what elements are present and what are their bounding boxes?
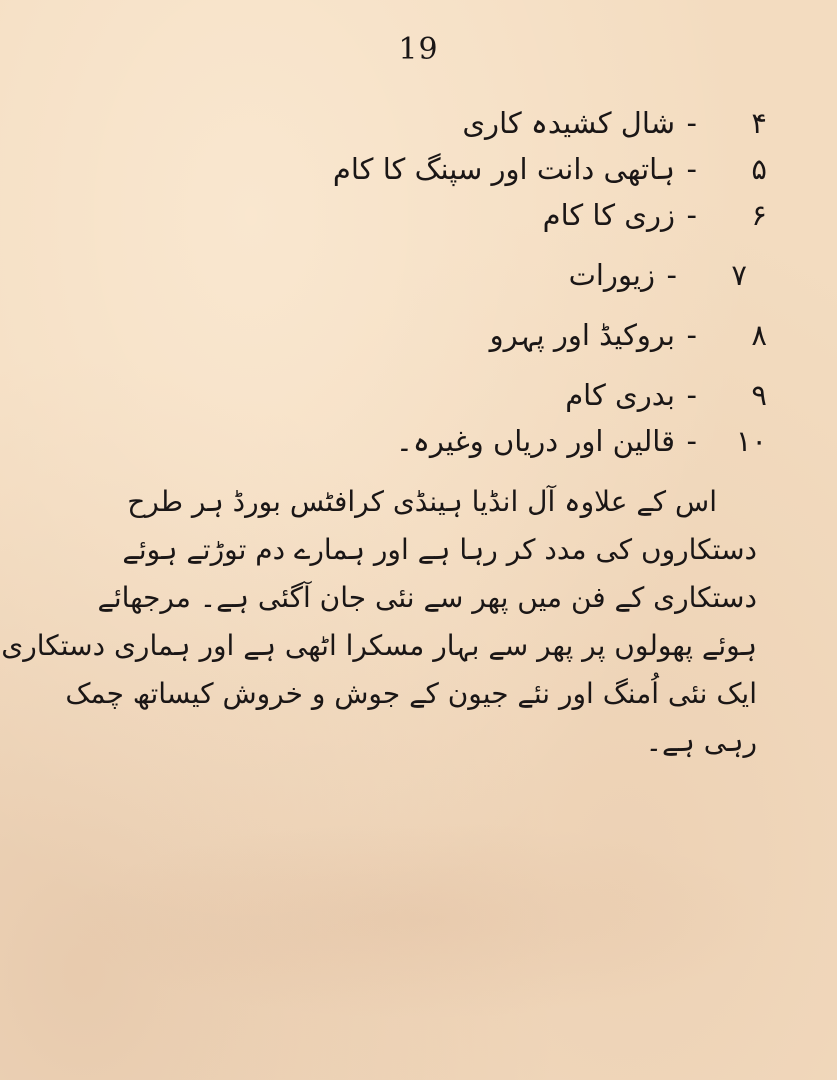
- list-item-number: ۵: [751, 152, 767, 186]
- list-item-number: ۷: [731, 258, 747, 292]
- list-item-number: ۶: [751, 198, 767, 232]
- list-item-dash: -: [666, 258, 677, 292]
- paragraph-line: دستکاری کے فن میں پھر سے نئی جان آگئی ہے۔ مرجھائے: [97, 581, 757, 614]
- list-item: [207, 146, 767, 192]
- list-item: [207, 192, 767, 238]
- list-item: [207, 252, 767, 298]
- list-item-dash: -: [686, 424, 697, 458]
- list-item-dash: -: [686, 378, 697, 412]
- list-item-number: ۸: [751, 318, 767, 352]
- list-item-dash: -: [686, 152, 697, 186]
- list-item-dash: -: [686, 318, 697, 352]
- list-item-number: ۴: [751, 106, 767, 140]
- list-item: [207, 100, 767, 146]
- paragraph-line: ہوئے پھولوں پر پھر سے بہار مسکرا اٹھی ہے اور ہماری دستکاری: [1, 629, 757, 662]
- list-item: [207, 418, 767, 464]
- list-item: [207, 372, 767, 418]
- crafts-list: [207, 100, 767, 464]
- list-item-text: زری کا کام: [542, 198, 675, 232]
- list-item-text: بروکیڈ اور پہرو: [489, 318, 675, 352]
- paragraph-line: ایک نئی اُمنگ اور نئے جیون کے جوش و خروش کیساتھ چمک: [65, 677, 757, 710]
- list-item-number: ۹: [751, 378, 767, 412]
- paragraph-line: رہی ہے۔: [645, 725, 757, 758]
- paragraph-line: دستکاروں کی مدد کر رہا ہے اور ہمارے دم توڑتے ہوئے: [122, 533, 757, 566]
- list-item-number: ۱۰: [735, 424, 767, 458]
- paragraph-line: اس کے علاوہ آل انڈیا ہینڈی کرافٹس بورڈ ہر طرح: [127, 485, 717, 518]
- page-number: 19: [398, 32, 439, 67]
- list-item-text: زیورات: [568, 258, 655, 292]
- list-item-text: شال کشیدہ کاری: [462, 106, 675, 140]
- list-item: [207, 312, 767, 358]
- list-item-dash: -: [686, 198, 697, 232]
- list-item-text: قالین اور دریاں وغیرہ۔: [395, 424, 675, 458]
- list-item-text: ہاتھی دانت اور سپنگ کا کام: [332, 152, 675, 186]
- paper-stain: [60, 820, 780, 1020]
- list-item-dash: -: [686, 106, 697, 140]
- list-item-text: بدری کام: [565, 378, 675, 412]
- body-paragraph: [1, 478, 757, 766]
